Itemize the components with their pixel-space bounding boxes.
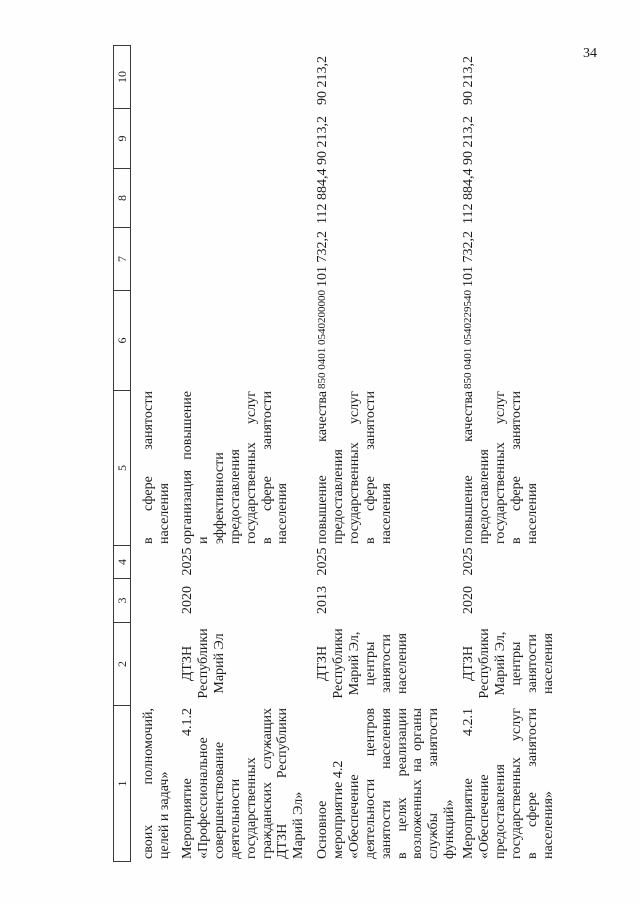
cell-text-line: 850 0401 0540200000 xyxy=(316,290,328,389)
cell-text-line: повышение качества xyxy=(461,391,476,544)
cell-text-line: государственных услуг xyxy=(508,708,524,859)
cell-text-line: организация повышение xyxy=(180,391,195,544)
page-number: 34 xyxy=(583,46,597,61)
cell-start-year xyxy=(315,578,331,622)
cell-text-line: Республики xyxy=(476,628,492,699)
cell-text-line: в сфере занятости xyxy=(524,708,540,859)
cell-text-line: 101 732,2 xyxy=(315,231,330,287)
cell-text-line: Марий Эл xyxy=(211,633,227,694)
cell-text-line: службы занятости xyxy=(426,708,442,859)
cell-funding-col-9 xyxy=(315,108,331,168)
cell-text-line: занятости xyxy=(524,634,540,693)
table-column-number-row xyxy=(113,45,131,862)
column-number-9: 9 xyxy=(114,108,130,168)
cell-funding-col-7 xyxy=(315,227,331,290)
cell-text-line: деятельности xyxy=(227,778,243,859)
cell-end-year xyxy=(315,545,331,578)
cell-text-line: 2020 xyxy=(180,586,195,614)
cell-text-line: 850 0401 0540229540 xyxy=(462,290,474,389)
cell-text-line: предоставления xyxy=(227,449,243,544)
cell-text-line: населения xyxy=(378,483,394,544)
cell-expected-result xyxy=(141,390,173,545)
cell-funding-col-7 xyxy=(461,227,477,290)
cell-text-line: 2013 xyxy=(315,586,330,614)
cell-text-line: 2020 xyxy=(461,586,476,614)
column-number-8: 8 xyxy=(114,168,130,227)
cell-text-line: предоставления xyxy=(330,449,346,544)
cell-text-line: совершенствование xyxy=(211,741,227,859)
cell-budget-code xyxy=(461,290,477,390)
cell-text-line: 112 884,4 xyxy=(315,168,330,224)
column-number-4: 4 xyxy=(114,545,130,578)
cell-text-line: населения xyxy=(524,483,540,544)
cell-text-line: занятости населения xyxy=(378,708,394,859)
cell-text-line: Республики xyxy=(330,628,346,699)
cell-text-line: населения xyxy=(540,633,556,694)
cell-expected-result xyxy=(315,390,395,545)
cell-text-line: 90 213,2 xyxy=(461,56,476,105)
cell-text-line: центры xyxy=(508,641,524,686)
cell-responsible-executor xyxy=(180,622,228,705)
cell-text-line: эффективности xyxy=(211,452,227,544)
cell-text-line: в сфере занятости xyxy=(141,391,156,544)
cell-text-line: в сфере занятости xyxy=(362,391,378,544)
cell-text-line: 2025 xyxy=(315,547,330,576)
cell-text-line: центры xyxy=(362,641,378,686)
cell-text-line: 90 213,2 xyxy=(461,116,476,165)
cell-text-line: государственных xyxy=(243,757,259,859)
cell-expected-result xyxy=(461,390,541,545)
cell-text-line: населения xyxy=(275,483,291,544)
cell-text-line: Марий Эл, xyxy=(492,631,508,696)
cell-text-line: в целях реализации xyxy=(394,708,410,859)
cell-text-line: деятельности центров xyxy=(362,708,378,859)
cell-funding-col-10 xyxy=(461,45,477,108)
cell-text-line: 90 213,2 xyxy=(315,116,330,165)
column-number-7: 7 xyxy=(114,227,130,290)
program-activities-table xyxy=(113,45,563,862)
cell-text-line: в сфере занятости xyxy=(508,391,524,544)
cell-activity-name xyxy=(180,705,307,862)
column-number-6: 6 xyxy=(114,290,130,390)
cell-text-line: предоставления xyxy=(492,764,508,859)
column-number-2: 2 xyxy=(114,622,130,705)
cell-funding-col-10 xyxy=(315,45,331,108)
cell-text-line: занятости xyxy=(378,634,394,693)
cell-text-line: своих полномочий, xyxy=(141,708,156,859)
cell-text-line: 2025 xyxy=(461,547,476,576)
column-number-1: 1 xyxy=(114,705,130,862)
cell-text-line: государственных услуг xyxy=(492,391,508,544)
cell-text-line: гражданских служащих xyxy=(259,708,275,859)
cell-text-line: 101 732,2 xyxy=(461,231,476,287)
cell-text-line: целей и задач» xyxy=(156,771,172,859)
cell-text-line: 112 884,4 xyxy=(461,168,476,224)
cell-text-line: 90 213,2 xyxy=(315,56,330,105)
cell-expected-result xyxy=(180,390,291,545)
cell-text-line: Марий Эл, xyxy=(346,631,362,696)
cell-activity-name xyxy=(315,705,458,862)
cell-text-line: Республики xyxy=(195,628,211,699)
cell-responsible-executor xyxy=(461,622,556,705)
cell-funding-col-9 xyxy=(461,108,477,168)
cell-funding-col-8 xyxy=(315,168,331,227)
column-number-3: 3 xyxy=(114,578,130,622)
cell-text-line: 2025 xyxy=(180,547,195,576)
cell-text-line: возложенных на органы xyxy=(410,708,426,859)
cell-budget-code xyxy=(315,290,331,390)
cell-text-line: государственных услуг xyxy=(346,391,362,544)
cell-text-line: повышение качества xyxy=(315,391,330,544)
cell-responsible-executor xyxy=(315,622,410,705)
cell-text-line: предоставления xyxy=(476,449,492,544)
cell-activity-name xyxy=(461,705,556,862)
cell-start-year xyxy=(180,578,196,622)
cell-text-line: Мероприятие 4.2.1 xyxy=(461,708,476,859)
cell-end-year xyxy=(180,545,196,578)
column-number-10: 10 xyxy=(114,45,130,108)
cell-text-line: государственных услуг xyxy=(243,391,259,544)
cell-text-line: и xyxy=(195,536,211,544)
cell-text-line: «Профессиональное xyxy=(195,737,211,859)
cell-text-line: ДТЗН Республики xyxy=(275,708,291,859)
cell-text-line: функций» xyxy=(442,799,458,859)
cell-start-year xyxy=(461,578,477,622)
cell-text-line: мероприятие 4.2 xyxy=(330,760,346,859)
cell-text-line: ДТЗН xyxy=(180,645,195,682)
cell-text-line: «Обеспечение xyxy=(476,774,492,859)
cell-text-line: Марий Эл» xyxy=(291,791,307,859)
cell-text-line: в сфере занятости xyxy=(259,391,275,544)
cell-funding-col-8 xyxy=(461,168,477,227)
cell-text-line: населения xyxy=(156,483,172,544)
cell-text-line: Основное xyxy=(315,800,330,859)
column-number-5: 5 xyxy=(114,390,130,545)
cell-text-line: Мероприятие 4.1.2 xyxy=(180,708,195,859)
cell-text-line: населения» xyxy=(540,791,556,859)
cell-text-line: населения xyxy=(394,633,410,694)
cell-text-line: ДТЗН xyxy=(461,645,476,682)
cell-end-year xyxy=(461,545,477,578)
cell-text-line: ДТЗН xyxy=(315,645,330,682)
cell-text-line: «Обеспечение xyxy=(346,774,362,859)
cell-activity-name xyxy=(141,705,173,862)
